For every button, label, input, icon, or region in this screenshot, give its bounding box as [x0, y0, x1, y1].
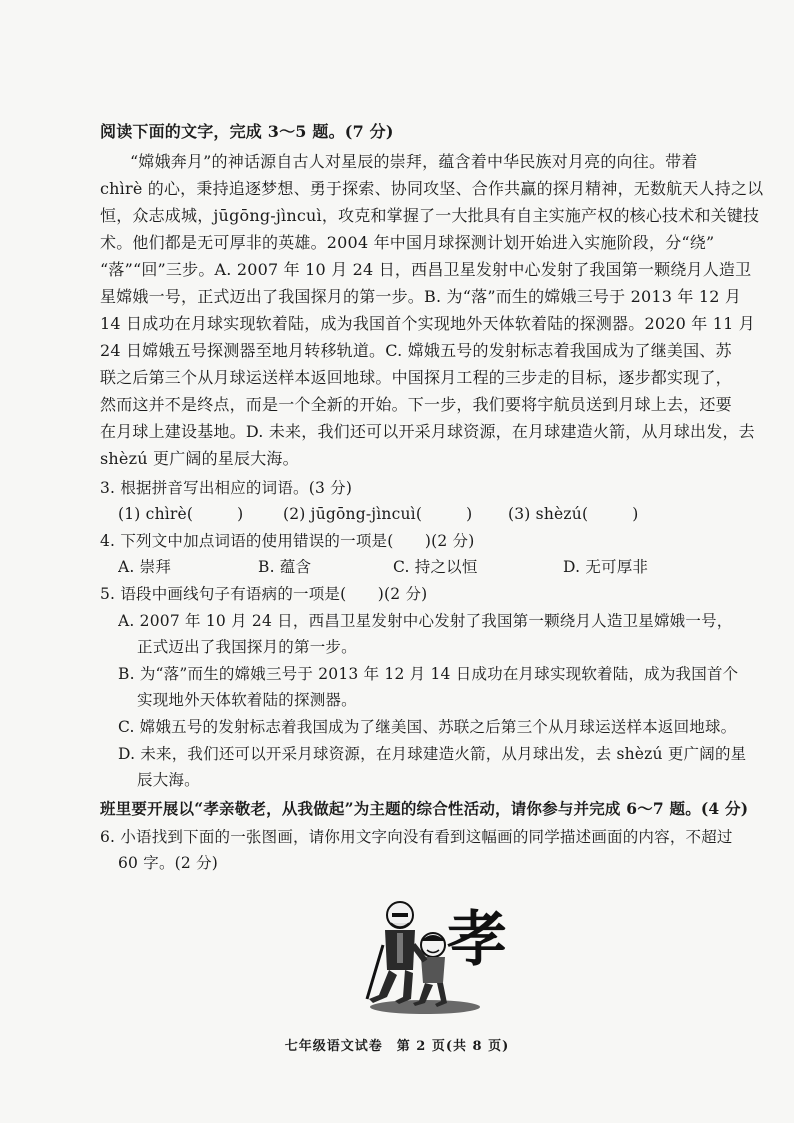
passage-text: 在月球上建设基地。	[100, 422, 246, 441]
question-5-option-b[interactable]: B. 为“落”而生的嫦娥三号于 2013 年 12 月 14 日成功在月球实现软着陆，成为我国首个	[118, 665, 739, 683]
passage-line-6	[100, 287, 741, 307]
pinyin-label-3: (3) shèzú(	[508, 505, 589, 523]
question-3-item-3	[508, 504, 638, 524]
question-5-option-c[interactable]: C. 嫦娥五号的发射标志着我国成为了继美国、苏联之后第三个从月球运送样本返回地球。	[118, 718, 737, 736]
filial-piety-character: 孝	[447, 905, 507, 975]
passage-line-10: 然而这并不是终点，而是一个全新的开始。下一步，我们要将宇航员送到月球上去，还要	[100, 395, 732, 414]
question-4-stem: 4. 下列文中加点词语的使用错误的一项是( )(2 分)	[100, 532, 475, 550]
passage-line-9	[100, 368, 732, 388]
passage-text: 中国探月工程的三步走的目标，逐步都实现了，	[391, 368, 732, 387]
pinyin-label-1: (1) chìrè(	[118, 505, 194, 523]
underlined-sentence-c: C. 嫦娥五号的发射标志着我国成为了继美国、苏	[385, 341, 732, 360]
underlined-sentence-d-end: shèzú 更广阔的星辰大海。	[100, 449, 299, 468]
passage-text: “落”“回”三步。	[100, 260, 215, 279]
bracket-close: )	[466, 505, 473, 523]
underlined-sentence-c-end: 联之后第三个从月球运送样本返回地球。	[100, 368, 392, 387]
question-3-stem: 3. 根据拼音写出相应的词语。(3 分)	[100, 479, 353, 497]
question-5-option-b-cont: 实现地外天体软着陆的探测器。	[137, 691, 357, 709]
question-4-option-d[interactable]: D. 无可厚非	[563, 558, 649, 576]
question-4-option-a[interactable]: A. 崇拜	[118, 558, 172, 576]
passage-line-8	[100, 341, 732, 361]
passage-line-1: “嫦娥奔月”的神话源自古人对星辰的崇拜，蕴含着中华民族对月亮的向往。带着	[130, 152, 698, 171]
passage-line-3: 恒，众志成城，jūgōng-jìncuì，攻克和掌握了一大批具有自主实施产权的核心技术和关键技	[100, 206, 760, 225]
pinyin-label-2: (2) jūgōng-jìncuì(	[283, 505, 423, 523]
question-5-option-d[interactable]: D. 未来，我们还可以开采月球资源，在月球建造火箭，从月球出发，去 shèzú 更广阔的星	[118, 745, 747, 763]
question-6-stem-cont: 60 字。(2 分)	[118, 854, 219, 872]
question-4-option-b[interactable]: B. 蕴含	[258, 558, 312, 576]
passage-heading: 阅读下面的文字，完成 3～5 题。(7 分)	[100, 122, 394, 141]
passage-line-2: chìrè 的心，秉持追逐梦想、勇于探索、协同攻坚、合作共赢的探月精神，无数航天人持之以	[100, 179, 764, 198]
underlined-sentence-a: A. 2007 年 10 月 24 日，西昌卫星发射中心发射了我国第一颗绕月人造卫	[214, 260, 752, 279]
question-3-item-2	[283, 504, 472, 524]
bracket-close: )	[237, 505, 244, 523]
bracket-close: )	[632, 505, 639, 523]
question-5-option-a[interactable]: A. 2007 年 10 月 24 日，西昌卫星发射中心发射了我国第一颗绕月人造卫星嫦娥一号，	[118, 612, 733, 630]
question-4-option-c[interactable]: C. 持之以恒	[393, 558, 478, 576]
question-5-stem: 5. 语段中画线句子有语病的一项是( )(2 分)	[100, 585, 428, 603]
question-3-item-1	[118, 504, 243, 524]
underlined-sentence-b-end: 14 日成功在月球实现软着陆，成为我国首个实现地外天体软着陆的探测器。	[100, 314, 645, 333]
passage-line-12	[100, 449, 299, 469]
passage-line-7	[100, 314, 755, 334]
passage-text: 24 日嫦娥五号探测器至地月转移轨道。	[100, 341, 386, 360]
passage-line-11	[100, 422, 755, 442]
passage-line-4: 术。他们都是无可厚非的英雄。2004 年中国月球探测计划开始进入实施阶段，分“绕”	[100, 233, 715, 252]
question-5-option-d-cont: 辰大海。	[137, 771, 200, 789]
underlined-sentence-b: B. 为“落”而生的嫦娥三号于 2013 年 12 月	[424, 287, 742, 306]
passage-text: 2020 年 11 月	[644, 314, 755, 333]
question-5-option-a-cont: 正式迈出了我国探月的第一步。	[137, 638, 357, 656]
underlined-sentence-a-end: 星嫦娥一号，正式迈出了我国探月的第一步。	[100, 287, 425, 306]
page-footer: 七年级语文试卷 第 2 页(共 8 页)	[284, 1039, 510, 1054]
passage-line-5	[100, 260, 751, 280]
question-6-stem: 6. 小语找到下面的一张图画，请你用文字向没有看到这幅画的同学描述画面的内容，不超过	[100, 828, 733, 846]
activity-intro: 班里要开展以“孝亲敬老，从我做起”为主题的综合性活动，请你参与并完成 6～7 题。(4 分)	[100, 799, 749, 818]
filial-piety-illustration	[355, 895, 515, 1020]
underlined-sentence-d: D. 未来，我们还可以开采月球资源，在月球建造火箭，从月球出发，去	[245, 422, 755, 441]
